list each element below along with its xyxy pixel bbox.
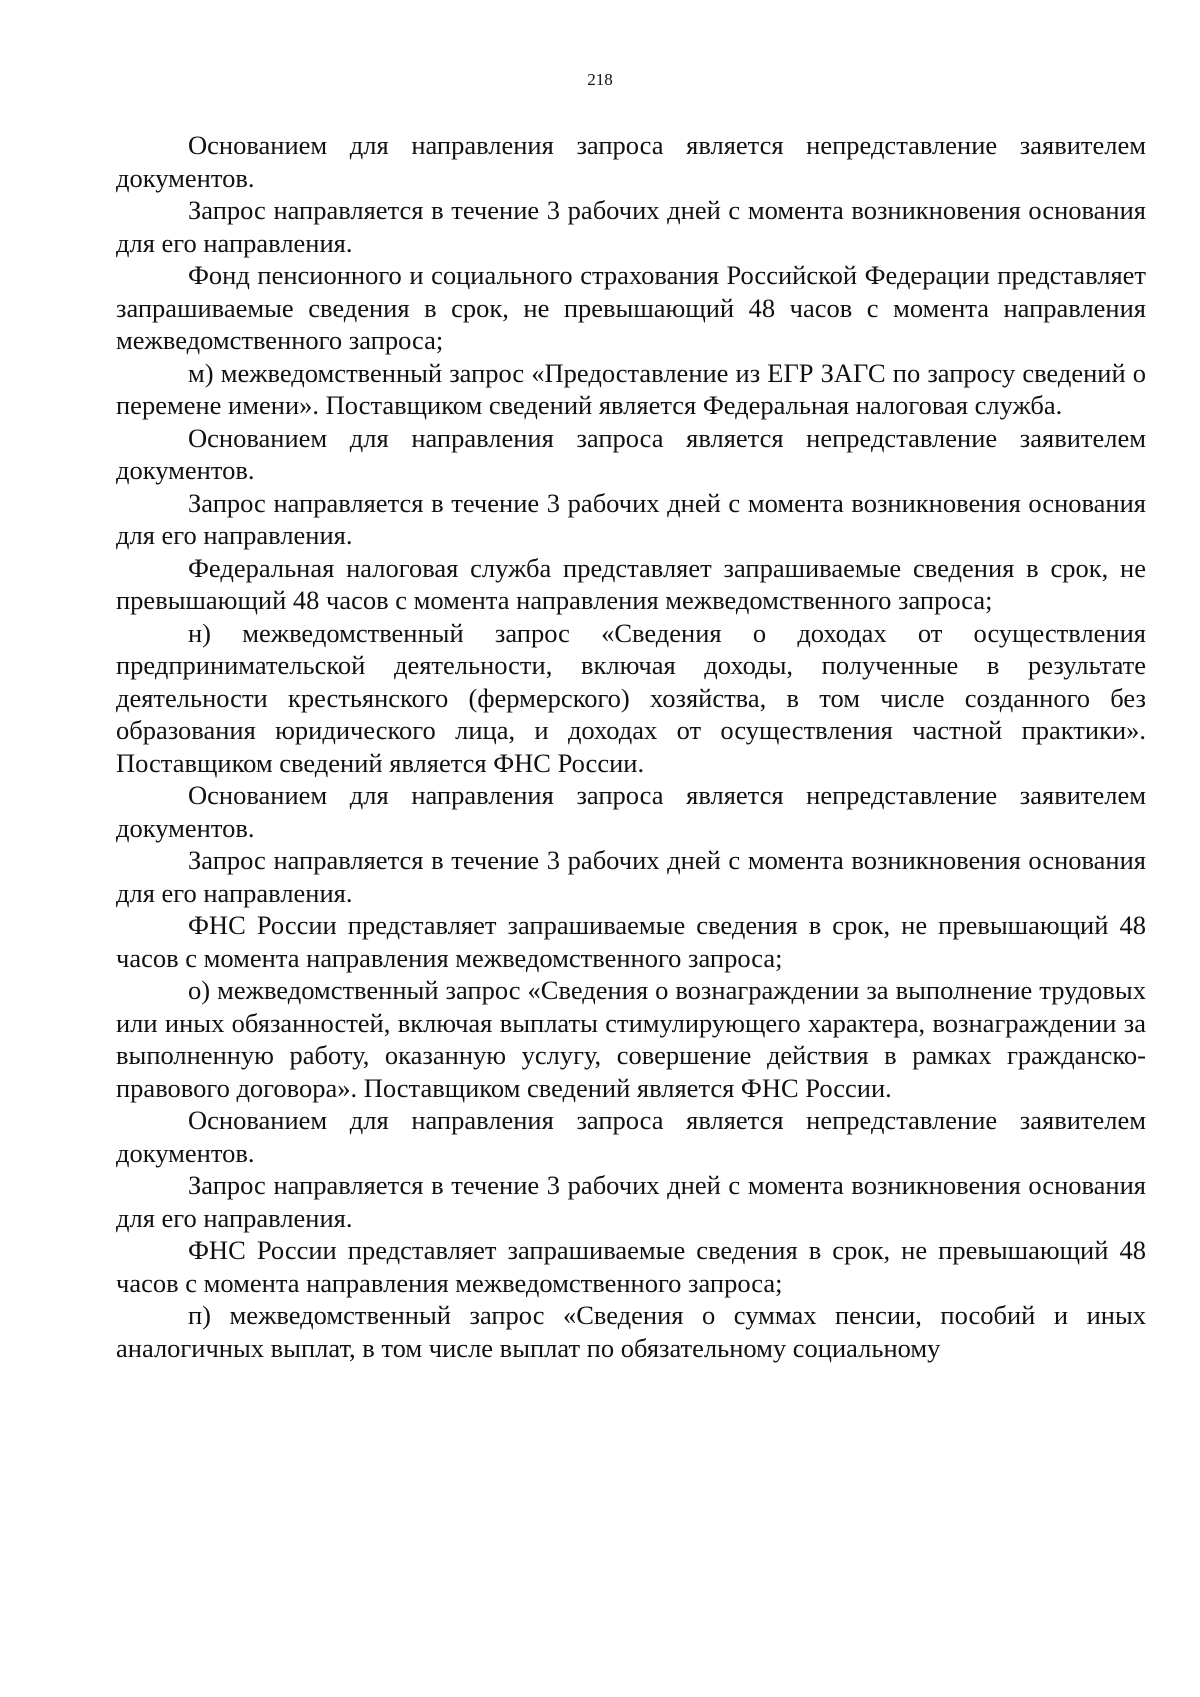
paragraph-item-n: н) межведомственный запрос «Сведения о доходах от осуществления предпринимательской деятельности, включая доходы, полученные в результате деятельности крестьянского (фермерского) хозяйства, в том числе созданного без образования юридического лица, и доходах от осуществления частной практики». Поставщиком сведений является ФНС России.	[116, 617, 1146, 778]
page-number: 218	[587, 70, 613, 89]
paragraph: Запрос направляется в течение 3 рабочих дней с момента возникновения основания для его направления.	[116, 845, 1146, 908]
paragraph: Запрос направляется в течение 3 рабочих дней с момента возникновения основания для его направления.	[116, 195, 1146, 258]
paragraph: Основанием для направления запроса является непредставление заявителем документов.	[116, 1105, 1146, 1168]
paragraph: Федеральная налоговая служба представляет запрашиваемые сведения в срок, не превышающий 48 часов с момента направления межведомственного запроса;	[116, 552, 1146, 615]
paragraph: ФНС России представляет запрашиваемые сведения в срок, не превышающий 48 часов с момента направления межведомственного запроса;	[116, 1235, 1146, 1298]
paragraph: Основанием для направления запроса является непредставление заявителем документов.	[116, 780, 1146, 843]
paragraph: Основанием для направления запроса является непредставление заявителем документов.	[116, 130, 1146, 193]
paragraph-item-p: п) межведомственный запрос «Сведения о суммах пенсии, пособий и иных аналогичных выплат, в том числе выплат по обязательному социальному	[116, 1300, 1146, 1363]
paragraph: Основанием для направления запроса является непредставление заявителем документов.	[116, 422, 1146, 485]
paragraph-item-m: м) межведомственный запрос «Предоставление из ЕГР ЗАГС по запросу сведений о перемене имени». Поставщиком сведений является Федеральная налоговая служба.	[116, 357, 1146, 420]
body-text	[116, 129, 1146, 1364]
paragraph-item-o: о) межведомственный запрос «Сведения о вознаграждении за выполнение трудовых или иных обязанностей, включая выплаты стимулирующего характера, вознаграждении за выполненную работу, оказанную услугу, совершение действия в рамках гражданско-правового договора». Поставщиком сведений является ФНС России.	[116, 975, 1146, 1103]
paragraph: ФНС России представляет запрашиваемые сведения в срок, не превышающий 48 часов с момента направления межведомственного запроса;	[116, 910, 1146, 973]
paragraph: Запрос направляется в течение 3 рабочих дней с момента возникновения основания для его направления.	[116, 487, 1146, 550]
paragraph: Фонд пенсионного и социального страхования Российской Федерации представляет запрашиваемые сведения в срок, не превышающий 48 часов с момента направления межведомственного запроса;	[116, 260, 1146, 355]
paragraph: Запрос направляется в течение 3 рабочих дней с момента возникновения основания для его направления.	[116, 1170, 1146, 1233]
